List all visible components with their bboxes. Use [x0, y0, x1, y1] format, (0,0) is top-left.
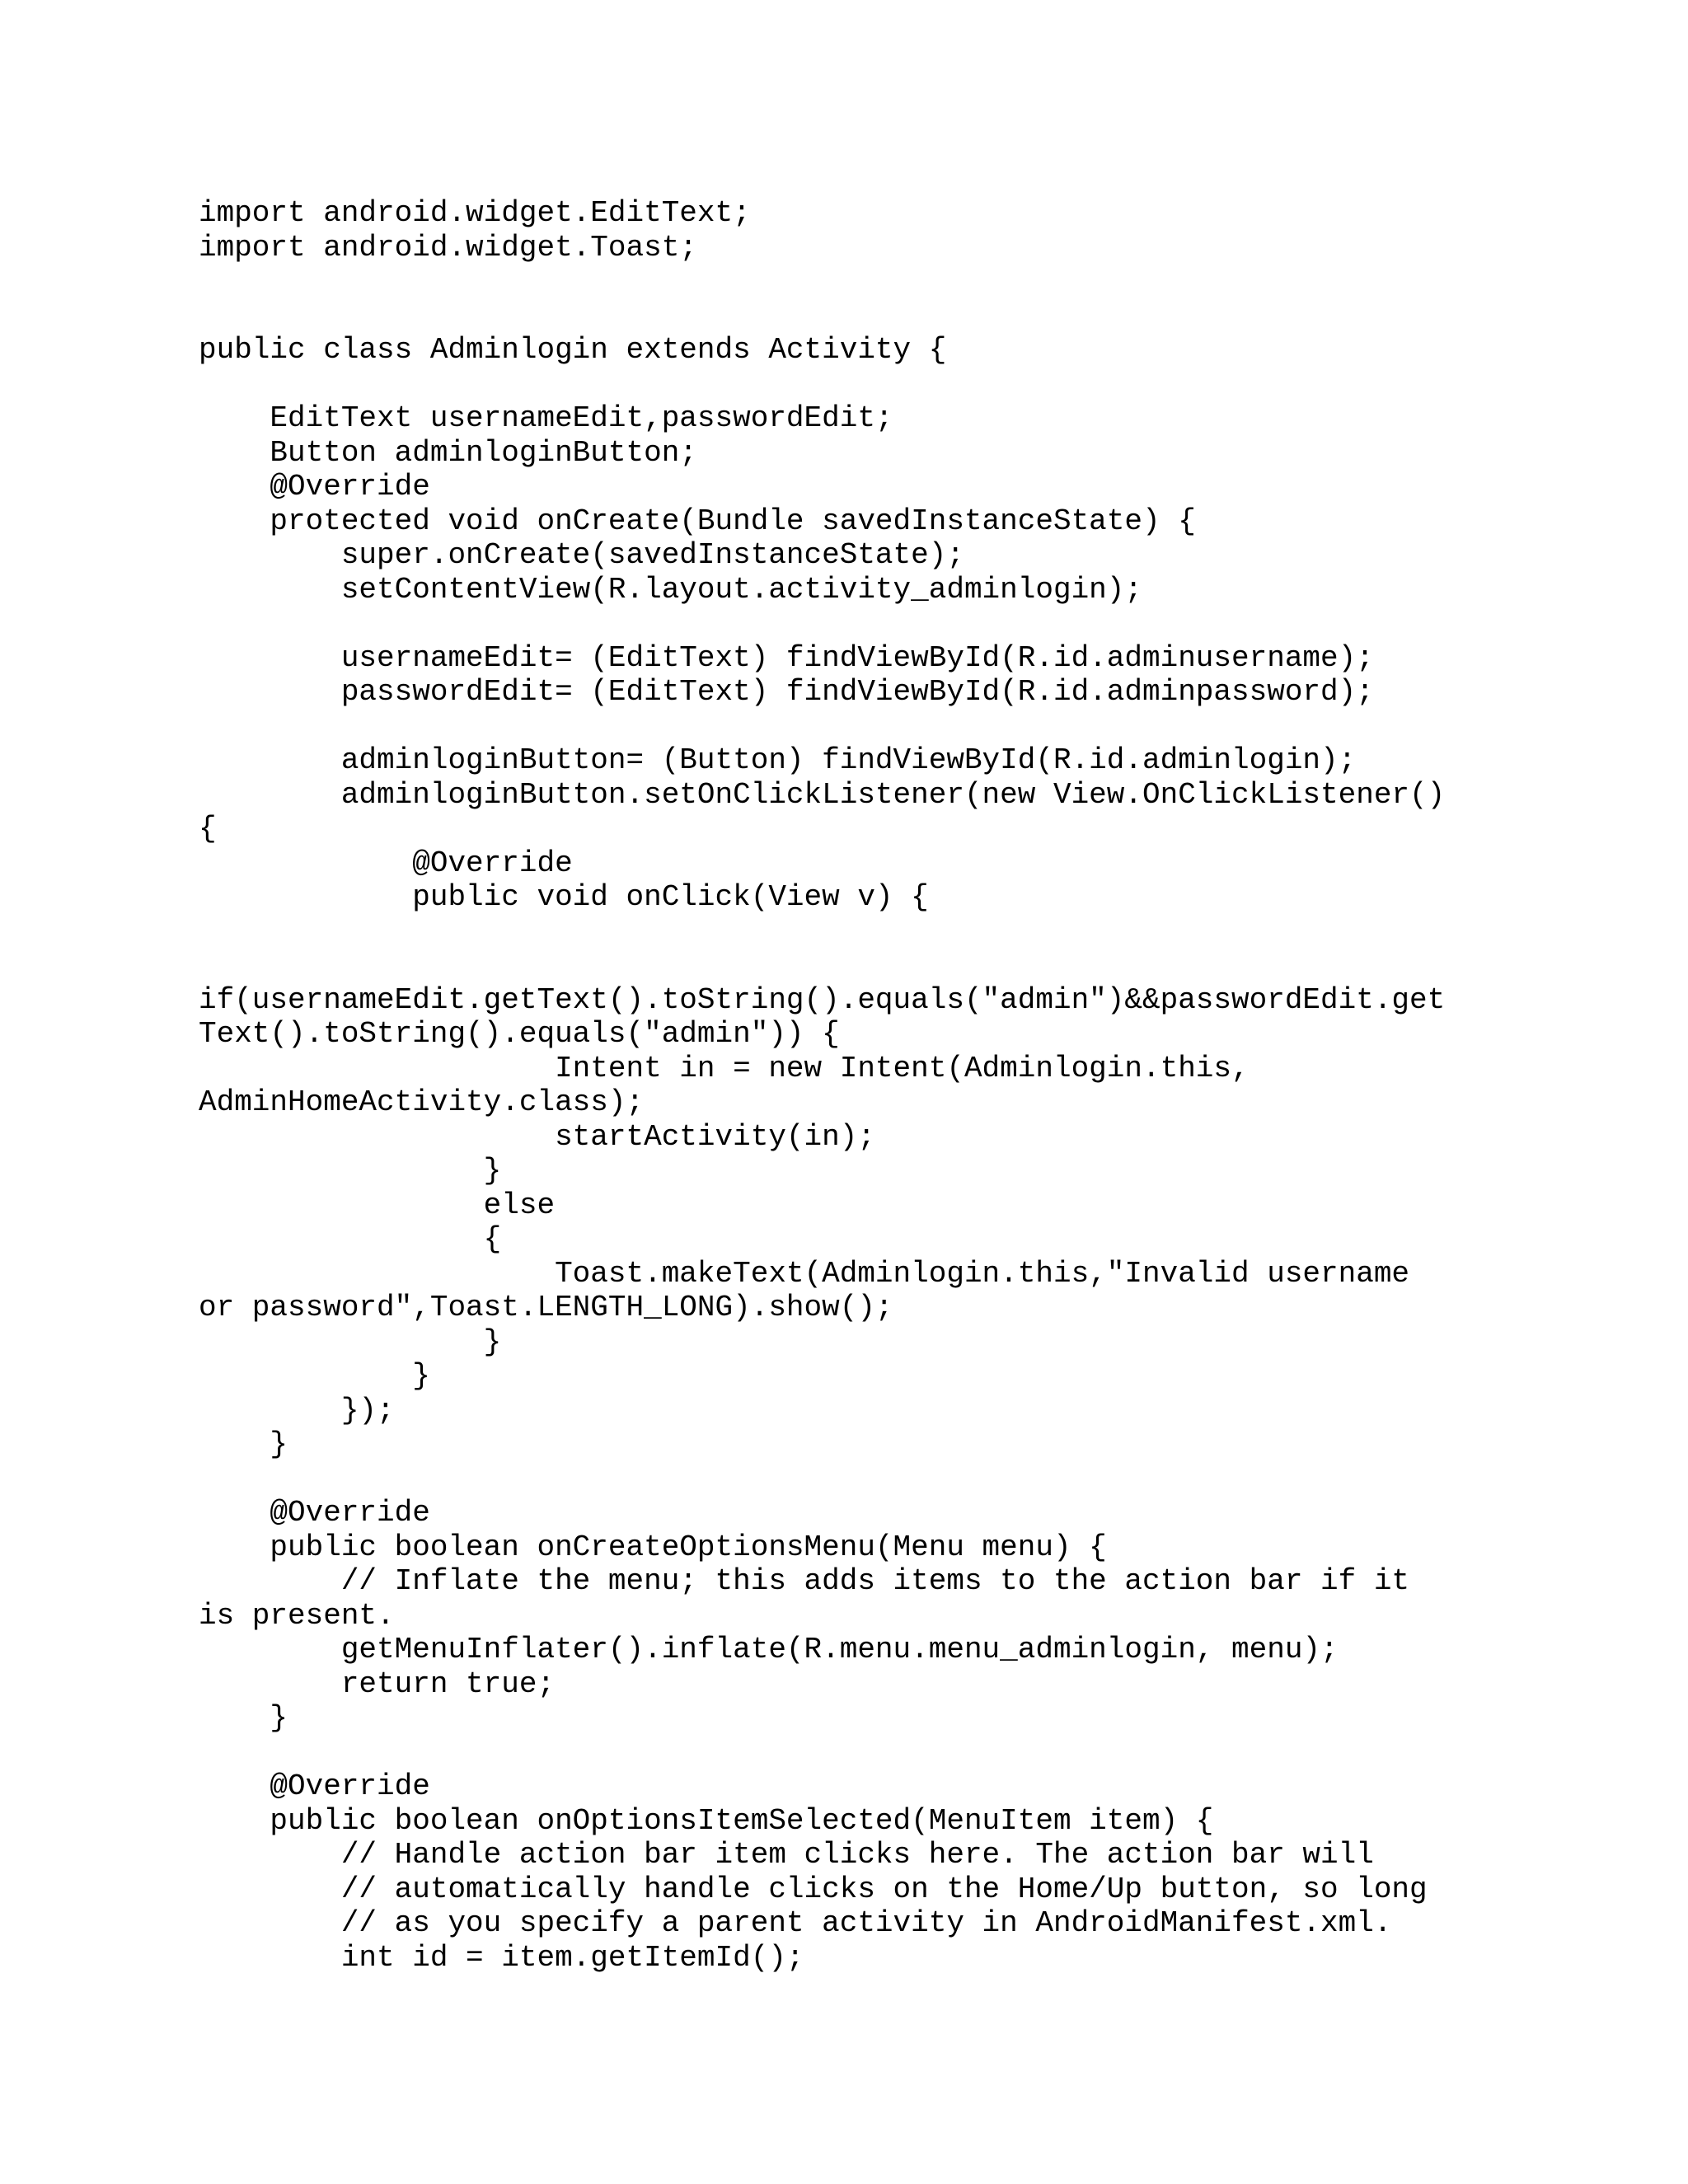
code-line: }: [199, 1154, 502, 1188]
code-line: or password",Toast.LENGTH_LONG).show();: [199, 1291, 893, 1324]
code-line: });: [199, 1393, 395, 1427]
code-line: passwordEdit= (EditText) findViewById(R.id.adminpassword);: [199, 675, 1374, 709]
code-line: usernameEdit= (EditText) findViewById(R.id.adminusername);: [199, 640, 1374, 675]
code-line: public boolean onOptionsItemSelected(MenuItem item) {: [199, 1803, 1214, 1838]
code-line: if(usernameEdit.getText().toString().equals("admin")&&passwordEdit.get: [199, 982, 1446, 1017]
code-line: Intent in = new Intent(Adminlogin.this,: [199, 1051, 1250, 1085]
code-line: }: [199, 1359, 430, 1393]
code-line: public boolean onCreateOptionsMenu(Menu menu) {: [199, 1530, 1107, 1564]
code-line: public void onClick(View v) {: [199, 880, 929, 914]
code-line: getMenuInflater().inflate(R.menu.menu_adminlogin, menu);: [199, 1633, 1339, 1666]
code-line: [199, 915, 1445, 949]
code-line: adminloginButton.setOnClickListener(new View.OnClickListener(): [199, 777, 1446, 812]
code-line: @Override: [199, 846, 573, 880]
code-block: [199, 196, 1445, 1975]
code-line: // automatically handle clicks on the Home/Up button, so long: [199, 1872, 1428, 1906]
code-line: [199, 1462, 1445, 1497]
code-line: super.onCreate(savedInstanceState);: [199, 538, 964, 572]
code-line: return true;: [199, 1666, 556, 1701]
code-line: is present.: [199, 1598, 395, 1633]
code-line: [199, 265, 1445, 299]
code-line: import android.widget.EditText;: [199, 196, 751, 230]
code-line: AdminHomeActivity.class);: [199, 1085, 645, 1119]
code-line: Button adminloginButton;: [199, 435, 697, 470]
code-line: }: [199, 1427, 288, 1461]
code-line: @Override: [199, 1769, 430, 1803]
code-line: Text().toString().equals("admin")) {: [199, 1017, 840, 1051]
code-line: Toast.makeText(Adminlogin.this,"Invalid username: [199, 1256, 1410, 1291]
code-line: [199, 368, 1445, 402]
code-line: [199, 607, 1445, 641]
code-line: @Override: [199, 1496, 430, 1530]
code-line: adminloginButton= (Button) findViewById(R.id.adminlogin);: [199, 743, 1357, 777]
code-line: EditText usernameEdit,passwordEdit;: [199, 401, 893, 435]
code-line: {: [199, 812, 217, 846]
code-line: @Override: [199, 470, 430, 504]
code-line: }: [199, 1324, 502, 1359]
code-line: startActivity(in);: [199, 1119, 875, 1154]
code-line: [199, 949, 1445, 983]
code-line: protected void onCreate(Bundle savedInstanceState) {: [199, 504, 1196, 538]
code-line: import android.widget.Toast;: [199, 230, 697, 265]
code-line: public class Adminlogin extends Activity {: [199, 333, 947, 367]
code-line: }: [199, 1701, 288, 1735]
code-line: [199, 1736, 1445, 1770]
code-line: else: [199, 1188, 556, 1222]
code-line: [199, 299, 1445, 334]
code-line: {: [199, 1222, 502, 1256]
code-line: // Inflate the menu; this adds items to the action bar if it: [199, 1564, 1410, 1598]
code-line: [199, 710, 1445, 744]
code-line: // Handle action bar item clicks here. The action bar will: [199, 1838, 1374, 1872]
code-line: // as you specify a parent activity in AndroidManifest.xml.: [199, 1906, 1392, 1940]
code-line: int id = item.getItemId();: [199, 1940, 804, 1975]
code-line: setContentView(R.layout.activity_adminlogin);: [199, 572, 1142, 607]
